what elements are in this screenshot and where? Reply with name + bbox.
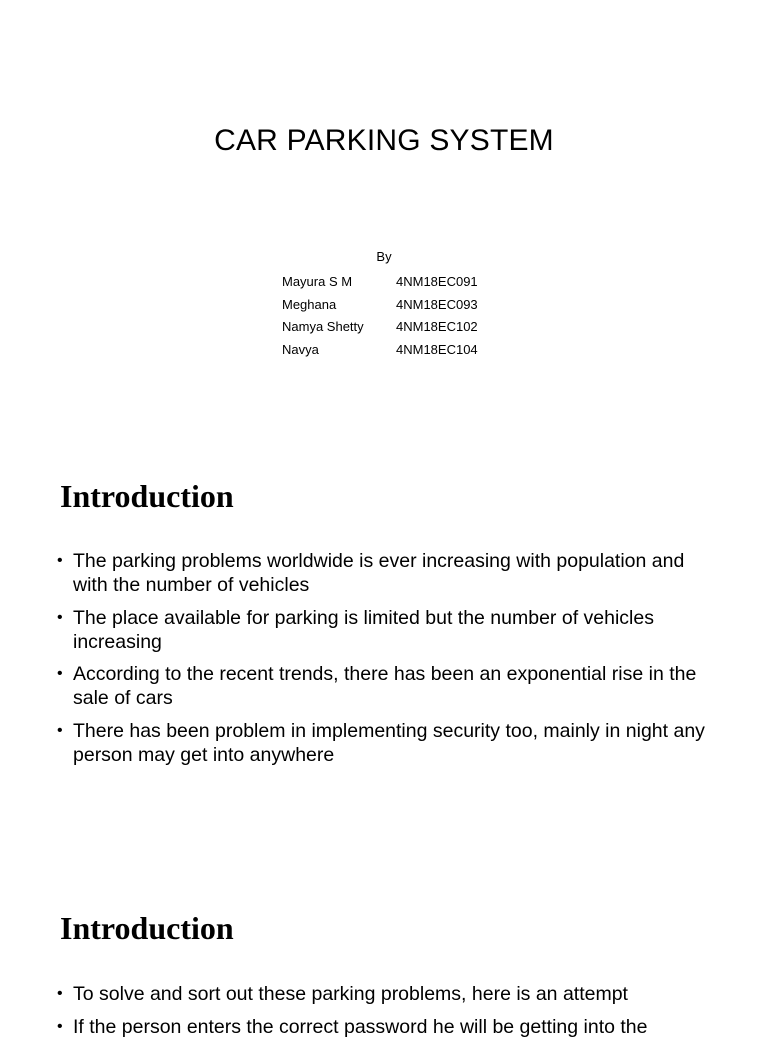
author-row	[282, 294, 478, 317]
author-list	[282, 271, 478, 361]
bullet-dot-icon: •	[57, 1017, 63, 1035]
slide-heading: Introduction	[60, 910, 234, 946]
bullet-item	[57, 1015, 717, 1039]
author-name: Mayura S M	[282, 274, 353, 289]
bullet-dot-icon: •	[57, 552, 63, 569]
bullet-text: To solve and sort out these parking problems, here is an attempt	[73, 983, 628, 1005]
title-slide	[0, 0, 768, 410]
bullet-item	[57, 982, 717, 1006]
author-usn: 4NM18EC091	[396, 274, 478, 289]
bullet-item	[57, 662, 717, 710]
intro-slide-1	[0, 410, 768, 842]
bullet-dot-icon: •	[57, 665, 63, 682]
author-name: Meghana	[282, 296, 337, 312]
bullet-dot-icon: •	[57, 608, 63, 626]
bullet-dot-icon: •	[57, 985, 63, 1002]
slide-heading: Introduction	[60, 478, 234, 514]
bullet-dot-icon: •	[57, 721, 63, 739]
bullet-item	[57, 719, 717, 767]
author-name: Namya Shetty	[282, 319, 364, 334]
presentation-title: CAR PARKING SYSTEM	[214, 124, 554, 157]
author-row	[282, 339, 478, 362]
intro-slide-2	[0, 842, 768, 1038]
bullet-item	[57, 606, 717, 654]
bullet-text: The parking problems worldwide is ever increasing with population and with the number of vehicles	[73, 550, 685, 596]
by-label: By	[376, 249, 392, 264]
bullet-list	[57, 549, 717, 775]
author-name: Navya	[282, 341, 319, 357]
author-usn: 4NM18EC102	[396, 319, 478, 334]
author-row	[282, 271, 478, 294]
author-row	[282, 316, 478, 339]
author-usn: 4NM18EC104	[396, 341, 478, 357]
bullet-text: According to the recent trends, there has been an exponential rise in the sale of cars	[73, 663, 697, 709]
bullet-text: There has been problem in implementing security too, mainly in night any person may get into anywhere	[73, 719, 705, 766]
bullet-text: If the person enters the correct password he will be getting into the	[73, 1015, 648, 1038]
bullet-item	[57, 549, 717, 597]
bullet-text: The place available for parking is limited but the number of vehicles increasing	[73, 606, 654, 653]
bullet-list	[57, 982, 717, 1047]
author-usn: 4NM18EC093	[396, 296, 478, 312]
